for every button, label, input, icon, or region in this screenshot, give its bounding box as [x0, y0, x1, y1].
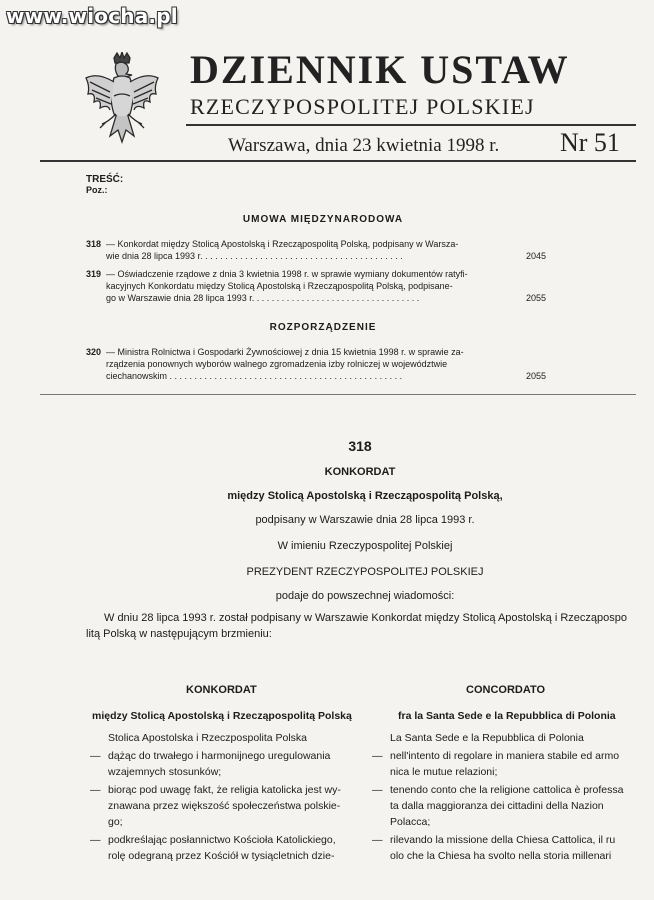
toc-entry-line: wie dnia 28 lipca 1993 r. . . . . . . . . . . . . . . . . . . . . . . . . . . . . . . . . . . . . . . . . [106, 251, 403, 261]
toc-entry-text [106, 238, 516, 262]
header-rule-bottom [40, 160, 636, 162]
clause-line: Polacca; [390, 816, 431, 828]
polish-clause [90, 748, 368, 780]
publication-subtitle: RZECZYPOSPOLITEJ POLSKIEJ [190, 94, 535, 119]
publication-title: DZIENNIK USTAW [190, 47, 570, 92]
document-announce: podaje do powszechnej wiadomości: [275, 590, 455, 602]
clause-dash: — [372, 834, 383, 846]
clause-dash: — [372, 784, 383, 796]
document-president: PREZYDENT RZECZYPOSPOLITEJ POLSKIEJ [246, 566, 484, 578]
toc-section-heading: ROZPORZĄDZENIE [269, 322, 377, 333]
toc-entry-page: 2045 [526, 251, 547, 261]
polish-column-heading: KONKORDAT [186, 684, 257, 696]
contents-divider [40, 394, 636, 395]
italian-clause [390, 748, 654, 780]
italian-column-subheading: fra la Santa Sede e la Repubblica di Polonia [398, 710, 616, 722]
document-parties: między Stolicą Apostolską i Rzecząpospolitą Polską, [227, 490, 503, 502]
toc-entry-number: 318 [86, 239, 102, 249]
toc-section-heading: UMOWA MIĘDZYNARODOWA [242, 214, 404, 225]
toc-entry-line: — Konkordat między Stolicą Apostolską i Rzecząpospolitą Polską, podpisany w Warsza- [106, 239, 459, 249]
clause-line: rolę odegraną przez Kościół w tysiącletnich dzie- [108, 850, 335, 862]
clause-line: olo che la Chiesa ha svolto nella storia millenari [390, 850, 612, 862]
toc-entry-line: — Oświadczenie rządowe z dnia 3 kwietnia 1998 r. w sprawie wymiany dokumentów ratyfi- [106, 269, 468, 279]
toc-entry-line: ciechanowskim . . . . . . . . . . . . . . . . . . . . . . . . . . . . . . . . . . . . . . . . . . . . . . . [106, 371, 403, 381]
header-rule-top [186, 124, 636, 126]
toc-entry [86, 268, 556, 308]
polish-clause [90, 782, 368, 830]
clause-line: wzajemnych stosunków; [108, 766, 222, 778]
polish-column-subheading: między Stolicą Apostolską i Rzecząpospolitą Polską [92, 710, 352, 722]
clause-line: go; [108, 816, 123, 828]
clause-line: znawana przez większość społeczeństwa polskie- [108, 800, 341, 812]
clause-line: rilevando la missione della Chiesa Cattolica, il ru [390, 834, 616, 846]
clause-dash: — [372, 750, 383, 762]
clause-dash: — [90, 784, 101, 796]
italian-column-parties: La Santa Sede e la Repubblica di Polonia [390, 732, 584, 744]
clause-dash: — [90, 834, 101, 846]
toc-entry-page: 2055 [526, 293, 547, 303]
clause-line: nica le mutue relazioni; [390, 766, 498, 778]
toc-entry-page: 2055 [526, 371, 547, 381]
toc-entry-number: 319 [86, 269, 102, 279]
clause-line: biorąc pod uwagę fakt, że religia katolicka jest wy- [108, 784, 341, 796]
clause-line: tenendo conto che la religione cattolica è professa [390, 784, 624, 796]
document-number: 318 [348, 438, 372, 454]
clause-line: ta dalla maggioranza dei cittadini della Nazion [390, 800, 604, 812]
issue-number: Nr 51 [560, 128, 620, 157]
polish-clause [90, 832, 368, 864]
italian-clause [390, 832, 654, 864]
toc-entry-number: 320 [86, 347, 102, 357]
watermark: www.wiocha.pl [6, 4, 178, 28]
toc-entry [86, 238, 556, 266]
document-type: KONKORDAT [324, 466, 396, 478]
pos-label: Poz.: [86, 185, 108, 195]
document-signed: podpisany w Warszawie dnia 28 lipca 1993 r. [255, 514, 475, 526]
clause-line: nell'intento di regolare in maniera stabile ed armo [390, 750, 620, 762]
toc-entry [86, 346, 556, 386]
contents-label: TREŚĆ: [86, 174, 124, 185]
toc-entry-text [106, 268, 516, 304]
polish-column-parties: Stolica Apostolska i Rzeczpospolita Polska [108, 732, 308, 744]
toc-entry-line: — Ministra Rolnictwa i Gospodarki Żywnościowej z dnia 15 kwietnia 1998 r. w sprawie za- [106, 347, 464, 357]
toc-entry-line: rządzenia ponownych wyborów walnego zgromadzenia izby rolniczej w województwie [106, 359, 448, 369]
italian-column-heading: CONCORDATO [466, 684, 546, 696]
clause-line: podkreślając posłannictwo Kościoła Katolickiego, [108, 834, 336, 846]
clause-line: dążąc do trwałego i harmonijnego uregulowania [108, 750, 331, 762]
toc-entry-text [106, 346, 516, 382]
clause-dash: — [90, 750, 101, 762]
issue-date: Warszawa, dnia 23 kwietnia 1998 r. [228, 135, 500, 156]
italian-clause [390, 782, 654, 830]
eagle-emblem-icon [80, 52, 164, 156]
document-on-behalf: W imieniu Rzeczypospolitej Polskiej [277, 540, 453, 552]
toc-entry-line: go w Warszawie dnia 28 lipca 1993 r. . . . . . . . . . . . . . . . . . . . . . . . . . . . . . . . . . [106, 293, 420, 303]
intro-paragraph-line: litą Polską w następującym brzmieniu: [86, 628, 272, 640]
intro-paragraph-line: W dniu 28 lipca 1993 r. został podpisany w Warszawie Konkordat między Stolicą Apostolską i Rzecząpospo [104, 612, 627, 624]
toc-entry-line: kacyjnych Konkordatu między Stolicą Apostolską i Rzecząpospolitą Polską, podpisane- [106, 281, 453, 291]
